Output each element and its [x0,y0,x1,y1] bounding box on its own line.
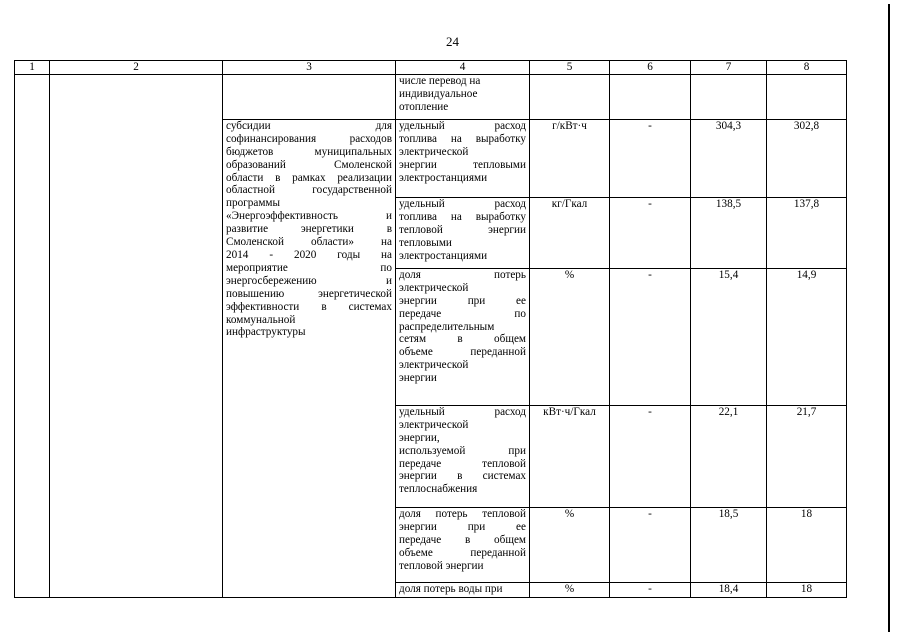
col6-cell: - [610,507,691,582]
unit-cell: кВт·ч/Гкал [530,405,610,507]
column-1-cell [15,74,50,597]
indicators-table [14,60,847,598]
col6-cell: - [610,582,691,597]
col8-value: 302,8 [767,119,847,197]
column-header: 5 [530,61,610,75]
table-row [15,74,847,119]
column-header: 8 [767,61,847,75]
col6-cell: - [610,268,691,405]
col6-cell: - [610,119,691,197]
col8-value: 18 [767,507,847,582]
indicator-cell: удельный расход электрической энергии, используемой при передаче тепловой энергии в системах теплоснабжения [396,405,530,507]
col6-cell: - [610,197,691,268]
indicator-cell: доля потерь электрической энергии при ее передаче по распределительным сетям в общем объеме переданной электрической энергии [396,268,530,405]
column-number-row [15,61,847,75]
col7-value: 15,4 [691,268,767,405]
indicator-cell: удельный расход топлива на выработку тепловой энергии тепловыми электростанциями [396,197,530,268]
col6-cell: - [610,405,691,507]
indicator-cell: числе перевод на индивидуальное отопление [396,74,530,119]
col7-value: 22,1 [691,405,767,507]
unit-cell: % [530,507,610,582]
unit-cell: г/кВт·ч [530,119,610,197]
column-header: 7 [691,61,767,75]
unit-cell: % [530,582,610,597]
page-number: 24 [446,34,459,49]
column-3-empty-cell [223,74,396,119]
scan-edge-line [888,4,890,632]
col7-value: 138,5 [691,197,767,268]
col8-value: 18 [767,582,847,597]
col8-value: 14,9 [767,268,847,405]
col7-value: 18,5 [691,507,767,582]
col7-value: 304,3 [691,119,767,197]
indicator-cell: доля потерь воды при [396,582,530,597]
column-header: 1 [15,61,50,75]
col8-value: 21,7 [767,405,847,507]
unit-cell: кг/Гкал [530,197,610,268]
indicator-cell: доля потерь тепловой энергии при ее передаче в общем объеме переданной тепловой энергии [396,507,530,582]
unit-cell: % [530,268,610,405]
col7-value: 18,4 [691,582,767,597]
indicator-cell: удельный расход топлива на выработку электрической энергии тепловыми электростанциями [396,119,530,197]
column-header: 4 [396,61,530,75]
column-header: 2 [50,61,223,75]
column-2-cell [50,74,223,597]
col8-value: 137,8 [767,197,847,268]
column-header: 6 [610,61,691,75]
program-description-cell: субсидии для софинансирования расходов бюджетов муниципальных образований Смоленской области в рамках реализации областной государственной программы «Энергоэффективность и развитие энергетики в Смоленской области» на 2014 - 2020 годы на мероприятие по энергосбережению и повышению энергетической эффективности в системах коммунальной инфраструктуры [223,119,396,597]
column-header: 3 [223,61,396,75]
